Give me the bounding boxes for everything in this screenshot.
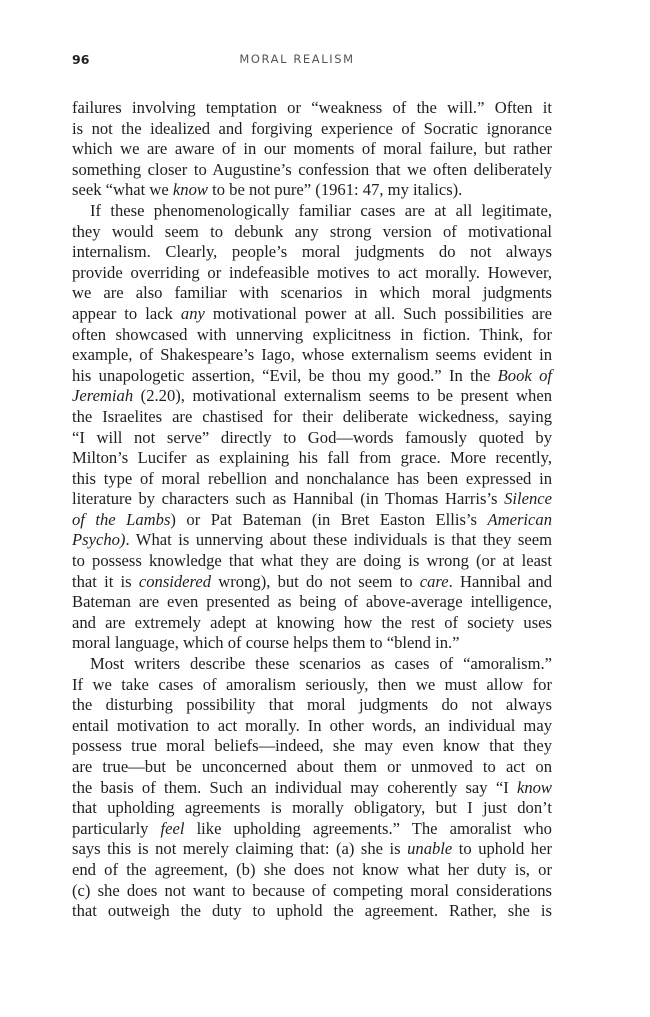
text-segment: (c) she does not want to because of competing moral considerations xyxy=(72,880,552,900)
text-line xyxy=(72,180,552,201)
text-segment: to uphold her xyxy=(452,839,552,859)
text-segment: . Hannibal and xyxy=(448,571,552,591)
text-line xyxy=(72,201,552,222)
text-line xyxy=(72,407,552,428)
text-segment: says this is not merely claiming that: (a) she is xyxy=(72,839,408,859)
italic-text: know xyxy=(516,777,552,797)
text-segment: the basis of them. Such an individual may coherently say “I xyxy=(72,777,517,797)
text-segment: Bateman are even presented as being of above-average intelligence, xyxy=(72,592,552,612)
text-line xyxy=(72,736,552,757)
text-line xyxy=(72,160,552,181)
italic-text: unable xyxy=(407,839,453,859)
text-segment: possess true moral beliefs—indeed, she may even know that they xyxy=(72,736,552,756)
text-line xyxy=(72,654,552,675)
text-segment: to be not pure” (1961: 47, my italics). xyxy=(207,180,463,200)
text-segment: the disturbing possibility that moral judgments do not always xyxy=(72,695,552,715)
text-segment: that outweigh the duty to uphold the agreement. Rather, she is xyxy=(72,901,552,921)
text-line xyxy=(72,366,552,387)
italic-text: Psycho) xyxy=(72,530,126,550)
text-line xyxy=(72,222,552,243)
text-line xyxy=(72,633,552,654)
text-line xyxy=(72,613,552,634)
text-line xyxy=(72,778,552,799)
text-segment: his unapologetic assertion, “Evil, be thou my good.” In the xyxy=(72,365,498,385)
text-segment: motivational power at all. Such possibilities are xyxy=(204,303,552,323)
text-line xyxy=(72,592,552,613)
text-segment: If these phenomenologically familiar cases are at all legitimate, xyxy=(90,200,552,220)
text-line xyxy=(72,489,552,510)
italic-text: American xyxy=(487,509,552,529)
text-line xyxy=(72,572,552,593)
text-segment: “I will not serve” directly to God—words famously quoted by xyxy=(72,427,552,447)
page-number: 96 xyxy=(72,52,90,67)
text-segment: entail motivation to act morally. In other words, an individual may xyxy=(72,715,552,735)
text-line xyxy=(72,675,552,696)
text-segment: which we are aware of in our moments of moral failure, but rather xyxy=(72,139,552,159)
text-segment: Milton’s Lucifer as explaining his fall from grace. More recently, xyxy=(72,448,552,468)
text-line xyxy=(72,860,552,881)
text-segment: is not the idealized and forgiving experience of Socratic ignorance xyxy=(72,118,552,138)
text-segment: internalism. Clearly, people’s moral judgments do not always xyxy=(72,242,552,262)
text-segment: moral language, which of course helps them to “blend in.” xyxy=(72,633,460,653)
text-segment: end of the agreement, (b) she does not know what her duty is, or xyxy=(72,859,552,879)
text-segment: wrong), but do not seem to xyxy=(211,571,420,591)
text-line xyxy=(72,428,552,449)
text-segment: something closer to Augustine’s confession that we often deliberately xyxy=(72,159,552,179)
text-segment: If we take cases of amoralism seriously, then we must allow for xyxy=(72,674,552,694)
italic-text: considered xyxy=(138,571,212,591)
body-text xyxy=(72,98,552,922)
text-segment: they would seem to debunk any strong version of motivational xyxy=(72,221,552,241)
text-segment: often showcased with unnerving explicitness in fiction. Think, for xyxy=(72,324,552,344)
running-header xyxy=(72,52,552,72)
text-line xyxy=(72,469,552,490)
text-line xyxy=(72,283,552,304)
text-segment: seek “what we xyxy=(72,180,173,200)
text-line xyxy=(72,119,552,140)
text-line xyxy=(72,448,552,469)
text-line xyxy=(72,139,552,160)
text-segment: ) or Pat Bateman (in Bret Easton Ellis’s xyxy=(170,509,488,529)
text-line xyxy=(72,530,552,551)
text-line xyxy=(72,716,552,737)
text-line xyxy=(72,263,552,284)
text-line xyxy=(72,510,552,531)
text-segment: example, of Shakespeare’s Iago, whose externalism seems evident in xyxy=(72,345,552,365)
italic-text: Jeremiah xyxy=(72,386,134,406)
text-segment: . What is unnerving about these individuals is that they seem xyxy=(125,530,552,550)
text-segment: are true—but be unconcerned about them or unmoved to act on xyxy=(72,757,552,776)
text-line xyxy=(72,881,552,902)
text-line xyxy=(72,242,552,263)
italic-text: of the Lambs xyxy=(72,509,171,529)
text-segment: literature by characters such as Hannibal (in Thomas Harris’s xyxy=(72,489,505,509)
text-segment: that it is xyxy=(72,571,139,591)
text-line xyxy=(72,695,552,716)
text-segment: to possess knowledge that what they are doing is wrong (or at least xyxy=(72,551,552,571)
italic-text: feel xyxy=(160,818,185,838)
text-segment: and are extremely adept at knowing how the rest of society uses xyxy=(72,612,552,632)
text-line xyxy=(72,325,552,346)
italic-text: Silence xyxy=(504,489,552,509)
text-segment: failures involving temptation or “weakness of the will.” Often it xyxy=(72,98,552,117)
text-line xyxy=(72,551,552,572)
text-segment: that upholding agreements is morally obligatory, but I just don’t xyxy=(72,798,552,818)
italic-text: care xyxy=(419,571,449,591)
chapter-title: MORAL REALISM xyxy=(239,52,355,66)
text-segment: like upholding agreements.” The amoralist who xyxy=(184,818,552,838)
italic-text: Book of xyxy=(497,365,552,385)
text-line xyxy=(72,98,552,119)
text-segment: this type of moral rebellion and nonchalance has been expressed in xyxy=(72,468,552,488)
text-line xyxy=(72,304,552,325)
italic-text: know xyxy=(172,180,208,200)
text-segment: (2.20), motivational externalism seems to be present when xyxy=(133,386,552,406)
text-line xyxy=(72,757,552,778)
text-line xyxy=(72,839,552,860)
text-segment: particularly xyxy=(72,818,161,838)
italic-text: any xyxy=(180,303,205,323)
text-segment: Most writers describe these scenarios as cases of “amoralism.” xyxy=(90,654,552,674)
text-segment: the Israelites are chastised for their deliberate wickedness, saying xyxy=(72,406,552,426)
text-line xyxy=(72,901,552,922)
text-segment: provide overriding or indefeasible motives to act morally. However, xyxy=(72,262,552,282)
text-line xyxy=(72,345,552,366)
text-line xyxy=(72,798,552,819)
text-segment: appear to lack xyxy=(72,303,181,323)
text-segment: we are also familiar with scenarios in which moral judgments xyxy=(72,283,552,303)
text-line xyxy=(72,819,552,840)
text-line xyxy=(72,386,552,407)
